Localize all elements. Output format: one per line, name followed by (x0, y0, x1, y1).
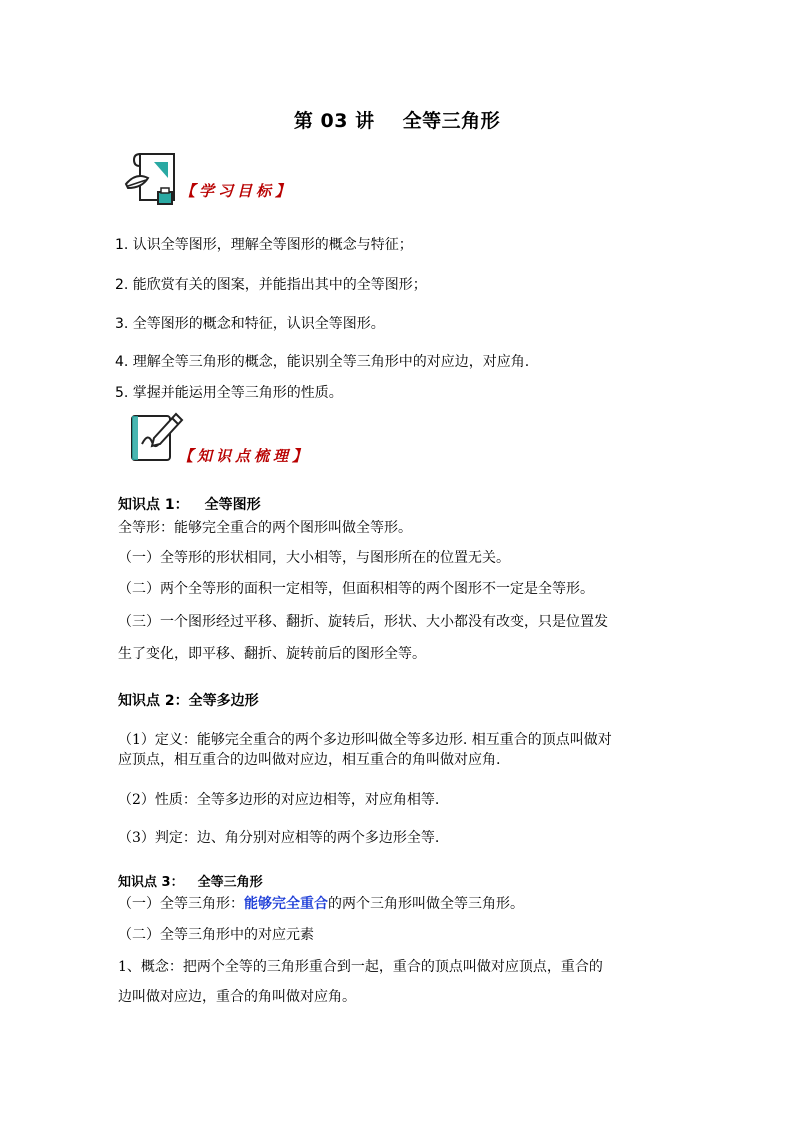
lecture-topic: 全等三角形 (402, 110, 501, 132)
pencil-note-icon (124, 408, 184, 472)
kp2-line: （2）性质：全等多边形的对应边相等，对应角相等. (118, 792, 440, 808)
kp3-heading (118, 871, 263, 890)
goal-item: 4. 理解全等三角形的概念，能识别全等三角形中的对应边，对应角. (115, 354, 530, 370)
kp3-line: （二）全等三角形中的对应元素 (118, 927, 314, 943)
kp2-line: （3）判定：边、角分别对应相等的两个多边形全等. (118, 830, 440, 846)
kp1-heading-number: 知识点 1： (118, 497, 189, 513)
kp2-line: （1）定义：能够完全重合的两个多边形叫做全等多边形. 相互重合的顶点叫做对 (118, 732, 612, 748)
kp1-heading-title: 全等图形 (204, 497, 261, 513)
kp1-line: 生了变化，即平移、翻折、旋转前后的图形全等。 (118, 646, 426, 662)
goal-item: 5. 掌握并能运用全等三角形的性质。 (115, 385, 343, 401)
kp3-heading-title: 全等三角形 (197, 875, 263, 890)
kp3-def-highlight: 能够完全重合 (244, 896, 328, 912)
kp3-def-prefix: （一）全等三角形： (118, 896, 244, 912)
kp3-heading-number: 知识点 3： (118, 875, 184, 890)
scroll-quill-icon (122, 148, 184, 214)
learning-goals-badge: 【学习目标】 (180, 182, 295, 200)
kp1-heading (118, 494, 261, 514)
kp1-line: （三）一个图形经过平移、翻折、旋转后，形状、大小都没有改变，只是位置发 (118, 614, 608, 630)
kp3-line: 1、概念：把两个全等的三角形重合到一起，重合的顶点叫做对应顶点，重合的 (118, 959, 603, 975)
goal-item: 2. 能欣赏有关的图案，并能指出其中的全等图形； (115, 277, 427, 293)
kp3-def-suffix: 的两个三角形叫做全等三角形。 (328, 896, 524, 912)
goal-item: 1. 认识全等图形，理解全等图形的概念与特征； (115, 237, 413, 253)
kp1-line: 全等形：能够完全重合的两个图形叫做全等形。 (118, 520, 412, 536)
kp1-line: （二）两个全等形的面积一定相等，但面积相等的两个图形不一定是全等形。 (118, 581, 594, 597)
kp3-definition-line (118, 895, 524, 913)
kp2-heading: 知识点 2：全等多边形 (118, 693, 259, 709)
kp1-line: （一）全等形的形状相同，大小相等，与图形所在的位置无关。 (118, 550, 510, 566)
lecture-number: 第 03 讲 (293, 110, 375, 132)
page-title (0, 106, 794, 133)
knowledge-badge: 【知识点梳理】 (178, 447, 312, 465)
kp2-line: 应顶点，相互重合的边叫做对应边，相互重合的角叫做对应角. (118, 752, 501, 768)
goal-item: 3. 全等图形的概念和特征，认识全等图形。 (115, 316, 385, 332)
kp3-line: 边叫做对应边，重合的角叫做对应角。 (118, 989, 356, 1005)
